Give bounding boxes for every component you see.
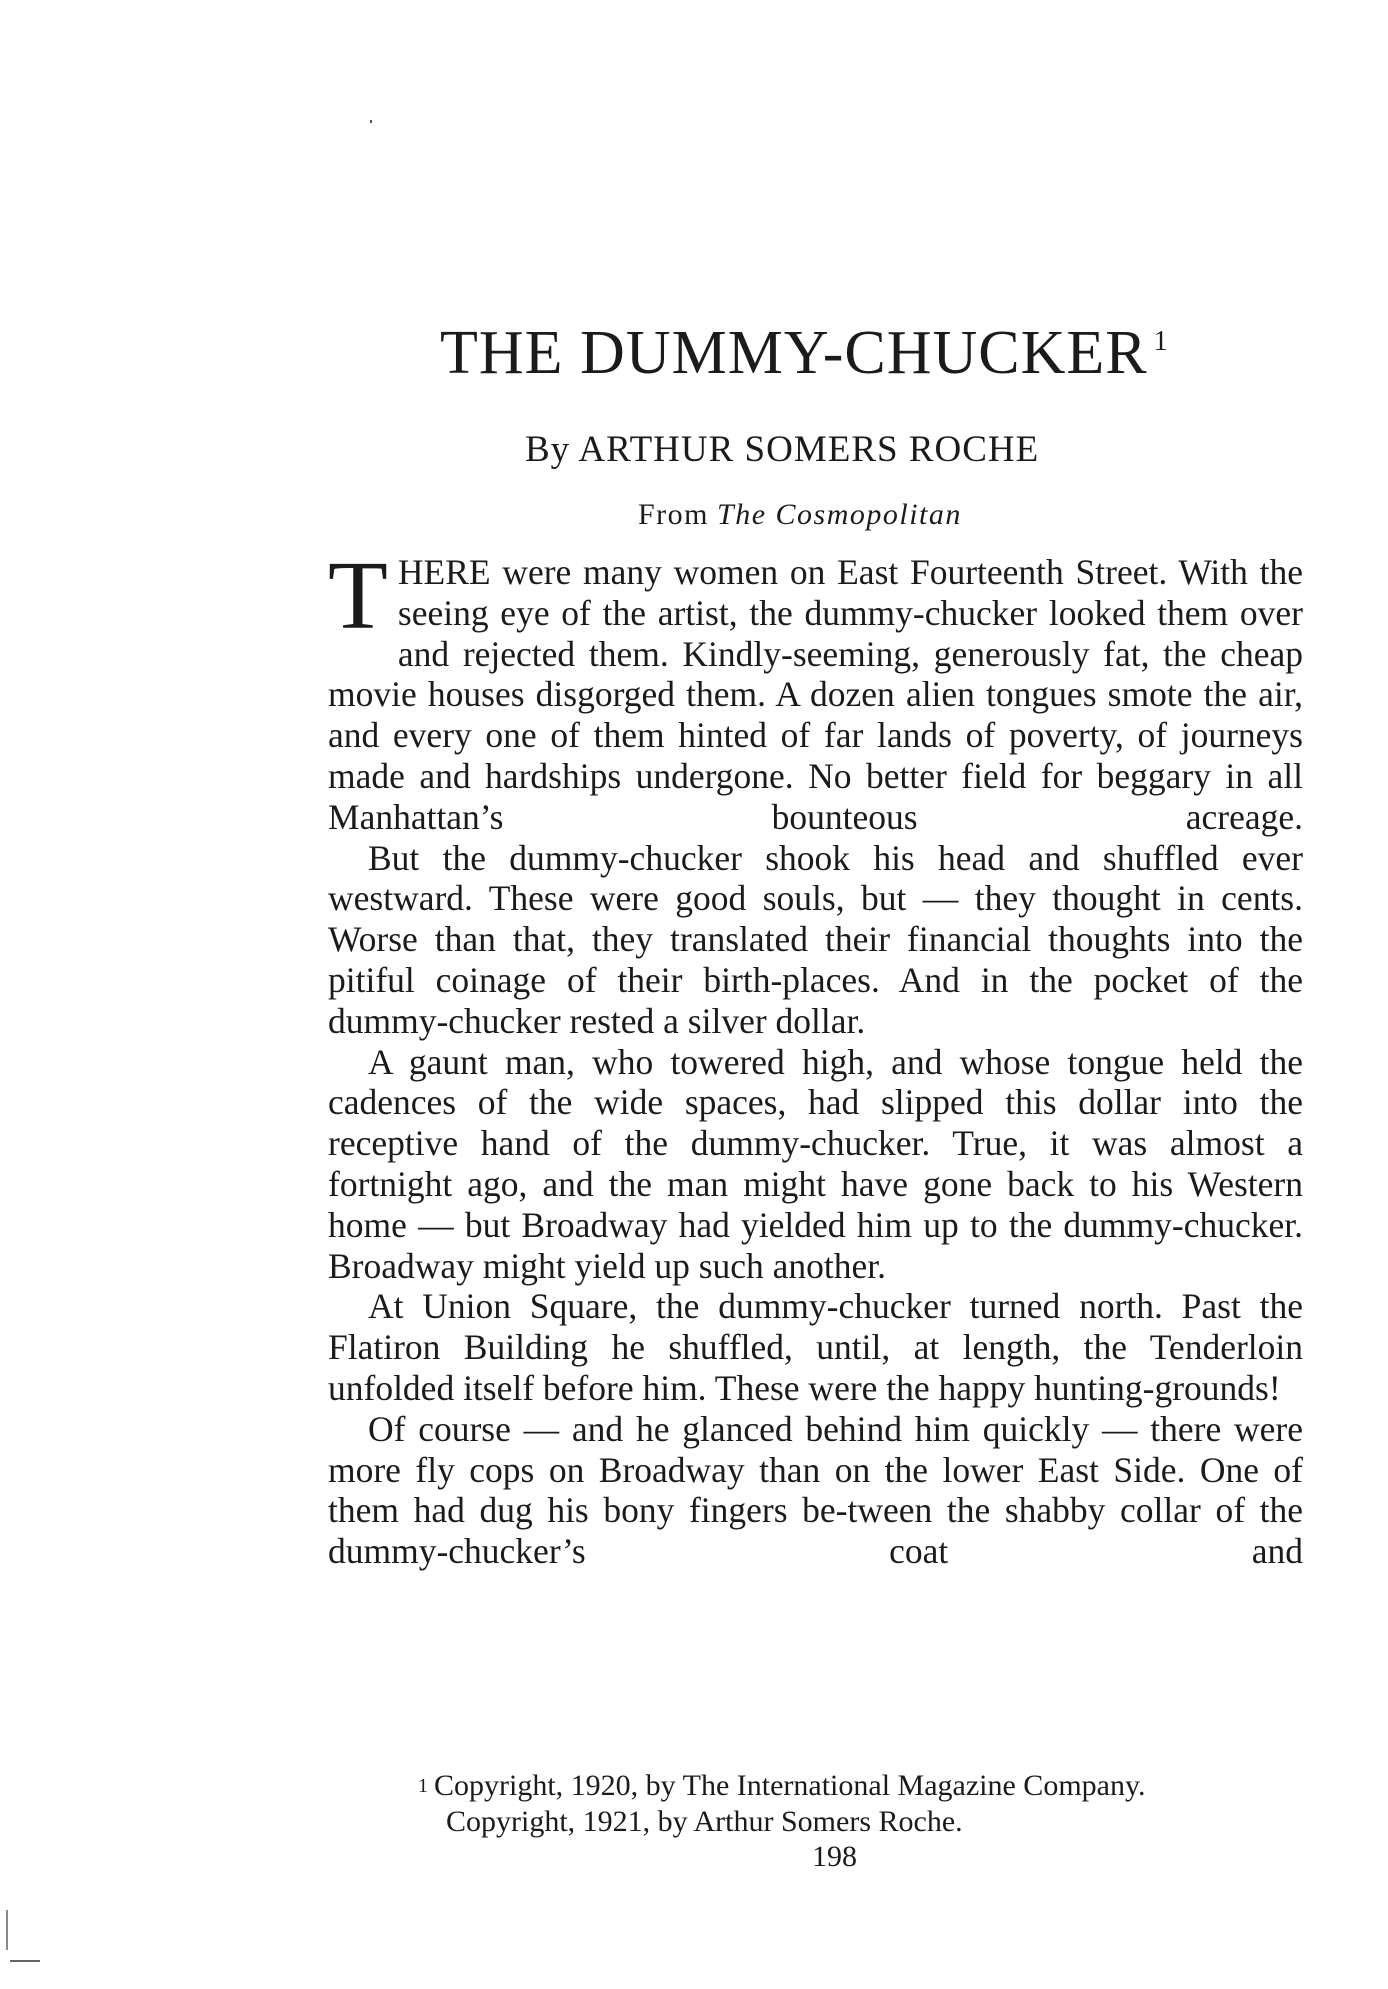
paragraph-1-text: HERE were many women on East Fourteenth Street. With the seeing eye of the artist, the dummy-chucker looked them over and rejected them. Kindly-seeming, generously fat, the cheap movie houses disgorged them. A dozen alien tongues smote the air, and every one of them hinted of far lands of poverty, of journeys made and hardships undergone. No better field for beggary in all Manhattan’s bounteous acreage. (328, 552, 1303, 837)
drop-cap: T (328, 542, 388, 650)
page-number: 198 (812, 1840, 857, 1873)
footnote-line-1-text: Copyright, 1920, by The International Magazine Company. (434, 1769, 1146, 1802)
story-title (440, 318, 1169, 389)
scan-speck (370, 120, 372, 123)
paragraph-3: A gaunt man, who towered high, and whose tongue held the cadences of the wide spaces, had slipped this dollar into the receptive hand of the dummy-chucker. True, it was almost a fortnight ago, and the man might have gone back to his Western home — but Broadway had yielded him up to the dummy-chucker. Broadway might yield up such another. (328, 1041, 1303, 1286)
source-prefix: From (638, 498, 710, 531)
footnote-line-1 (418, 1768, 1318, 1804)
source-line (638, 498, 962, 532)
footnotes (418, 1768, 1318, 1840)
paragraph-5: Of course — and he glanced behind him quickly — there were more fly cops on Broadway than on the lower East Side. One of them had dug his bony fingers be-tween the shabby collar of the dummy-chucker’s coat and (328, 1408, 1303, 1572)
footnote-line-2: Copyright, 1921, by Arthur Somers Roche. (446, 1805, 963, 1838)
paragraph-1 (328, 542, 1303, 838)
title-footnote-mark: 1 (1153, 326, 1169, 357)
paragraph-4: At Union Square, the dummy-chucker turned north. Past the Flatiron Building he shuffled, until, at length, the Tenderloin unfolded itself before him. These were the happy hunting-grounds! (328, 1286, 1303, 1408)
scan-speck (6, 1910, 8, 1950)
footnote-mark: 1 (418, 1775, 428, 1797)
story-title-text: THE DUMMY-CHUCKER (440, 319, 1148, 387)
source-publication: The Cosmopolitan (717, 498, 962, 531)
scan-speck (10, 1960, 40, 1962)
story-body (328, 542, 1303, 1572)
author-byline: By ARTHUR SOMERS ROCHE (525, 429, 1040, 470)
paragraph-2: But the dummy-chucker shook his head and shuffled ever westward. These were good souls, but — they thought in cents. Worse than that, they translated their financial thoughts into the pitiful coinage of their birth-places. And in the pocket of the dummy-chucker rested a silver dollar. (328, 837, 1303, 1041)
